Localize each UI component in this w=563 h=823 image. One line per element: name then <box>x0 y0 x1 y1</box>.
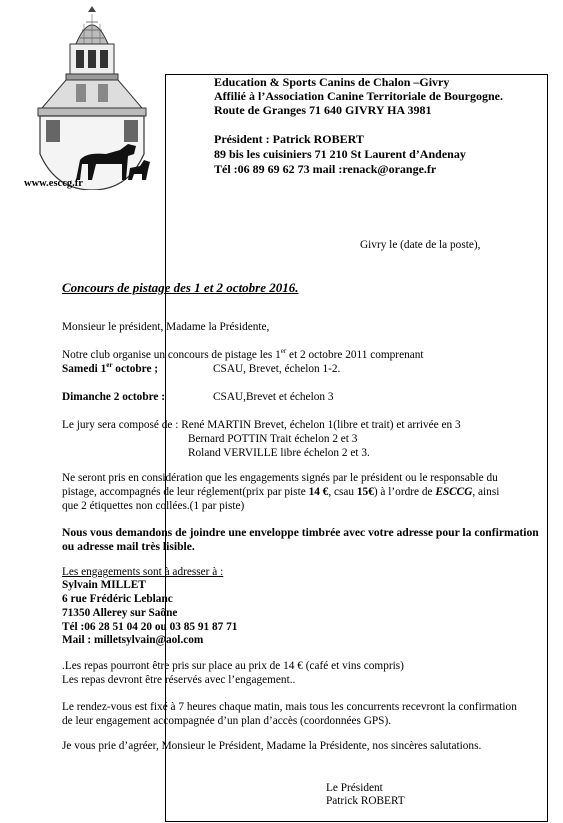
conditions-line-2-c: , csau <box>328 486 357 498</box>
day1-label-sup: er <box>106 361 113 370</box>
club-logo-graphic <box>36 4 164 190</box>
contact-line: Tél :06 89 69 62 73 mail :renack@orange.fr <box>214 162 437 176</box>
day1-label-after: octobre ; <box>112 363 159 375</box>
engagement-name: Sylvain MILLET <box>62 579 146 591</box>
club-address: Route de Granges 71 640 GIVRY HA 3981 <box>214 103 432 117</box>
intro-after: et 2 octobre 2011 comprenant <box>286 349 424 361</box>
engagement-tel: Tél :06 28 51 04 20 ou 03 85 91 87 71 <box>62 621 238 633</box>
jury-lead: Le jury sera composé de : René MARTIN Brevet, échelon 1(libre et trait) et arrivée en 3 <box>62 419 461 431</box>
conditions-line-3: que 2 étiquettes non collées.(1 par piste) <box>62 500 245 512</box>
envelope-line-1: Nous vous demandons de joindre une enveloppe timbrée avec votre adresse pour la confirmation <box>62 526 539 539</box>
border-right <box>547 74 548 822</box>
meals-line-2: Les repas devront être réservés avec l’engagement.. <box>62 674 296 686</box>
club-logo <box>36 4 164 190</box>
rendezvous-line-1: Le rendez-vous est fixé à 7 heures chaque matin, mais tous les concurrents recevront la confirmation <box>62 701 517 713</box>
signature-role: Le Président <box>326 782 383 794</box>
salutation: Monsieur le président, Madame la Présidente, <box>62 321 270 333</box>
payee: ESCCG <box>435 486 473 498</box>
jury-line-3: Roland VERVILLE libre échelon 2 et 3. <box>188 447 370 459</box>
meals-line-1: .Les repas pourront être pris sur place au prix de 14 € (café et vins compris) <box>62 660 404 672</box>
conditions-line-2-e: ) à l’ordre de <box>373 486 436 498</box>
rendezvous-line-2: de leur engagement accompagnée d’un plan d’accès (coordonnées GPS). <box>62 715 392 727</box>
day1-text: CSAU, Brevet, échelon 1-2. <box>213 363 341 375</box>
engagement-street: 6 rue Frédéric Leblanc <box>62 593 173 605</box>
conditions-line-1: Ne seront pris en considération que les engagements signés par le président ou le responsable du <box>62 472 498 484</box>
envelope-line-2: ou adresse mail très lisible. <box>62 540 195 553</box>
closing-line: Je vous prie d’agréer, Monsieur le Président, Madame la Présidente, nos sincères salutations. <box>62 740 482 752</box>
president-name: Président : Patrick ROBERT <box>214 132 364 146</box>
intro-before: Notre club organise un concours de pistage les 1 <box>62 349 281 361</box>
day1-label <box>62 363 158 375</box>
day2-text: CSAU,Brevet et échelon 3 <box>213 391 334 403</box>
conditions-line-2-g: , ainsi <box>472 486 500 498</box>
signature-name: Patrick ROBERT <box>326 795 405 807</box>
club-name: Education & Sports Canins de Chalon –Givry <box>214 75 450 89</box>
intro-line <box>62 349 424 361</box>
engagement-mail: Mail : milletsylvain@aol.com <box>62 634 204 646</box>
jury-line-2: Bernard POTTIN Trait échelon 2 et 3 <box>188 433 358 445</box>
border-bottom <box>165 821 547 822</box>
day2-label: Dimanche 2 octobre : <box>62 391 166 403</box>
date-line: Givry le (date de la poste), <box>360 239 481 251</box>
engagement-lead: Les engagements sont à adresser à : <box>62 566 224 578</box>
engagement-city: 71350 Allerey sur Saône <box>62 607 178 619</box>
website-text: www.esccg.fr <box>24 178 83 189</box>
conditions-line-2 <box>62 486 499 498</box>
price-csau: 15€ <box>356 486 374 498</box>
president-address: 89 bis les cuisiniers 71 210 St Laurent d’Andenay <box>214 147 466 161</box>
affiliation: Affilié à l’Association Canine Territoriale de Bourgogne. <box>214 89 503 103</box>
intro-sup: er <box>280 347 287 356</box>
price-piste: 14 € <box>308 486 329 498</box>
conditions-line-2-a: pistage, accompagnés de leur réglement(prix par piste <box>62 486 309 498</box>
day1-label-before: Samedi 1 <box>62 363 107 375</box>
document-title: Concours de pistage des 1 et 2 octobre 2016. <box>62 280 299 295</box>
